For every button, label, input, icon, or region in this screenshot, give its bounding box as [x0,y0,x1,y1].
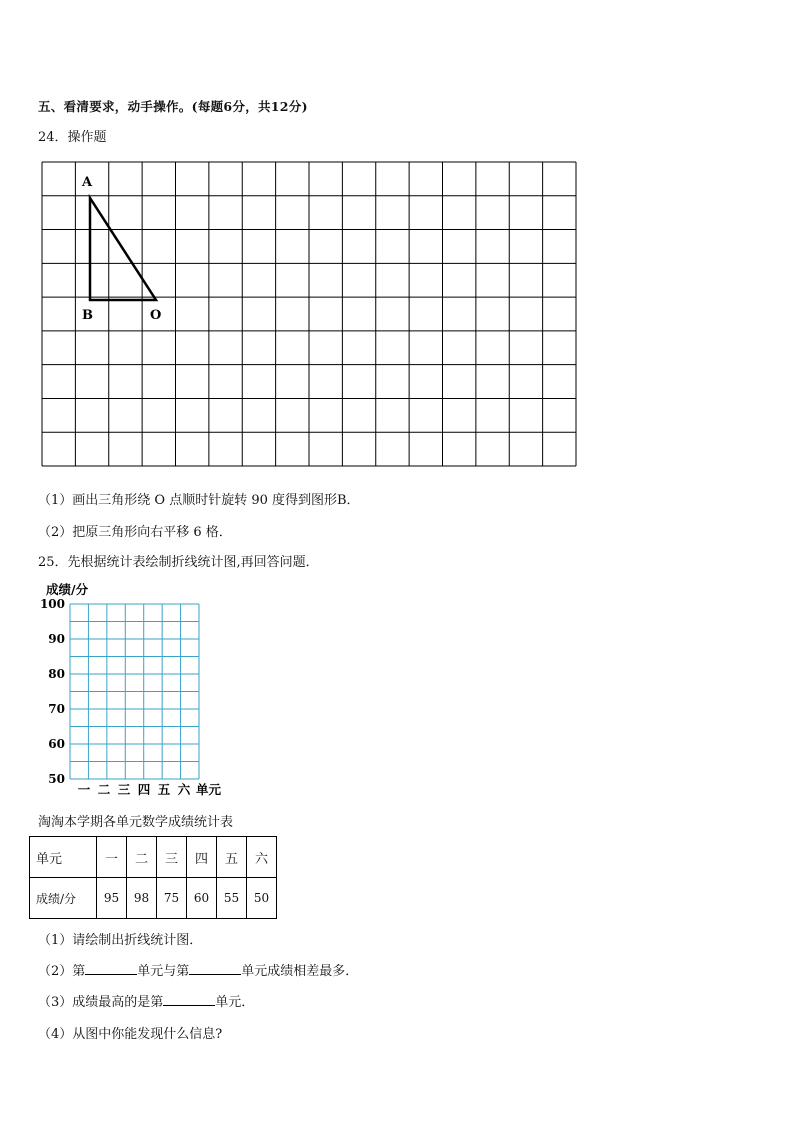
q25-subquestion-2 [38,960,358,979]
q25-subquestion-1: （1）请绘制出折线统计图． [38,933,203,948]
q25-sub3-part-a: （3）成绩最高的是第 [38,995,164,1010]
question-25-title: 25．先根据统计表绘制折线统计图,再回答问题． [38,555,319,570]
chart-x-tick-label: 五 [157,782,171,797]
chart-y-tick-label: 90 [48,632,65,646]
chart-y-tick-label: 100 [39,597,65,611]
q24-subquestion-2: （2）把原三角形向右平移 6 格． [38,525,232,540]
label-a: A [82,175,93,190]
label-o: O [150,308,162,323]
answer-blank[interactable] [85,961,137,975]
unit-cell: 五 [217,837,247,878]
score-cell: 98 [127,878,157,919]
chart-grid-lines [70,604,199,779]
chart-y-ticks [40,597,65,786]
unit-cell: 六 [247,837,277,878]
q24-subquestion-1: （1）画出三角形绕 O 点顺时针旋转 90 度得到图形B． [38,493,360,508]
chart-x-tick-label: 一 [77,782,91,797]
chart-y-tick-label: 70 [48,702,65,716]
section-title: 五、看清要求，动手操作。(每题6分，共12分) [38,99,308,114]
score-cell: 60 [187,878,217,919]
q25-subquestion-4: （4）从图中你能发现什么信息? [38,1027,223,1042]
table-row [30,837,277,878]
chart-x-ticks [78,782,191,797]
q25-sub2-part-a: （2）第 [38,964,86,979]
score-table [29,836,277,919]
answer-blank[interactable] [189,961,241,975]
chart-y-tick-label: 80 [48,667,65,681]
table-header-label: 单元 [30,837,97,878]
chart-y-tick-label: 50 [48,772,65,786]
unit-cell: 三 [157,837,187,878]
chart-x-tick-label: 四 [137,782,151,797]
chart-x-tick-label: 二 [97,782,111,797]
q25-sub3-part-b: 单元． [215,995,255,1010]
q25-subquestion-3 [38,991,254,1010]
unit-cell: 一 [97,837,127,878]
chart-ylabel: 成绩/分 [46,582,89,597]
table-score-label: 成绩/分 [30,878,97,919]
answer-blank[interactable] [163,992,215,1006]
unit-cell: 四 [187,837,217,878]
chart-xlabel: 单元 [196,782,222,797]
chart-x-tick-label: 三 [117,782,131,797]
score-cell: 50 [247,878,277,919]
score-cell: 75 [157,878,187,919]
score-cell: 95 [97,878,127,919]
unit-cell: 二 [127,837,157,878]
q25-sub2-part-b: 单元与第 [137,964,190,979]
q25-sub2-part-c: 单元成绩相差最多． [241,964,359,979]
question-24-title: 24．操作题 [38,130,107,145]
table-row [30,878,277,919]
chart-x-tick-label: 六 [177,782,191,797]
chart-y-tick-label: 60 [48,737,65,751]
score-cell: 55 [217,878,247,919]
table-title: 淘淘本学期各单元数学成绩统计表 [38,815,234,830]
label-b: B [82,308,93,323]
